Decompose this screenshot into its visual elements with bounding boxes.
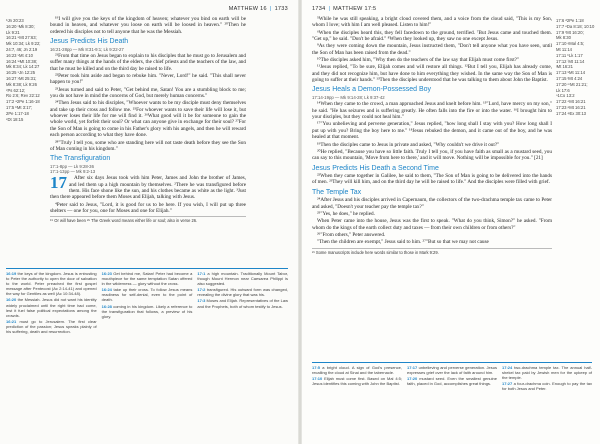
verse-paragraph: ¹⁹I will give you the keys of the kingdom of heaven; whatever you bind on earth will be bound in heaven, and whatever you loose on earth will be loosed in heaven." ²⁰Then he ordered his disciples not to tell anyone that he was the Messiah.: [50, 16, 246, 35]
parallel-passages: 16:21-28pp — Mk 8:31-9:1; Lk 9:22-27: [50, 46, 124, 52]
cross-reference-entry: 24:7, 46; Jn 2:19: [6, 46, 38, 52]
cross-reference-entry: 17:6 ᵈ2Pe 1:18: [556, 18, 584, 23]
note-text: two-drachma temple tax. The annual half-shekel tax paid by Jewish men for the upkeep of the temple.: [502, 365, 592, 381]
notes-column: [102, 271, 193, 335]
cross-reference-entry: 17:12 ⁱMt 11:14: [556, 58, 585, 64]
note-text: the keys of the kingdom. Jesus is entrusting to Peter the authority to open the door of salvation to the world. Peter preached the first gospel message after Pentecost (Ac 2:14-41) and opened the way for Gentiles as well (Ac 10:34-48).: [6, 271, 97, 297]
verse-paragraph: ²¹From that time on Jesus began to explain to his disciples that he must go to Jerusalem and suffer many things at the hands of the elders, the chief priests and the teachers of the law, and that he must be killed and on the third day be raised to life.: [50, 53, 246, 72]
cross-reference-entry: Lk 9:21: [6, 29, 20, 35]
cross-reference-entry: 16:25 ˣJn 12:25: [6, 70, 36, 76]
study-notes: [312, 362, 592, 439]
footnote: ¹⁹ Or will have been ²⁵ The Greek word means either life or soul; also in verse 26.: [50, 216, 246, 223]
cross-references: [556, 18, 596, 117]
cross-reference-entry: ᶻPs 62:12;: [6, 87, 26, 93]
cross-reference-entry: 17:23 ᵖMt 16:21: [556, 104, 586, 110]
cross-reference-entry: 16:20 ᵗMk 8:30;: [6, 23, 35, 29]
note-text: must go to Jerusalem. The first clear prediction of the passion; Jesus speaks plainly of his suffering, death and resurrection.: [6, 318, 97, 335]
paragraph-group: [312, 16, 552, 83]
section-heading: The Temple Tax: [312, 188, 362, 196]
cross-reference-entry: 17:24 ᵠEx 30:13: [556, 110, 587, 116]
verse-paragraph: ¹¹Jesus replied, "To be sure, Elijah comes and will restore all things. ¹²But I tell you, Elijah has already come, and they did not recognize him, but have done to him everything they wished. In the same way the Son of Man is going to suffer at their hands." ¹³Then the disciples understood that he was talking to them about John the Baptist.: [312, 64, 552, 84]
paragraph-group: [312, 173, 552, 186]
note-text: a high mountain. Traditionally Mount Tabor, though Mount Hermon near Caesarea Philippi is also suggested.: [197, 271, 289, 287]
verse-paragraph: ²⁵"Yes, he does," he replied.: [317, 210, 375, 217]
cross-reference-entry: 16:21 ᵘMt 27:63;: [6, 35, 37, 41]
study-note: [6, 297, 97, 317]
paragraph-group: [50, 16, 246, 35]
header-page-number: 1734: [312, 6, 326, 12]
scripture-text: [50, 16, 246, 223]
notes-column: [407, 365, 497, 392]
note-text: coming in his kingdom. Likely a reference to the transfiguration that follows, a preview of his glory.: [101, 303, 193, 319]
verse-paragraph: ²⁰He replied, "Because you have so little faith. Truly I tell you, if you have faith as small as a mustard seed, you can say to this mountain, 'Move from here to there,' and it will move. Nothing will be impossible for you." [21]: [312, 148, 552, 162]
verse-paragraph: ²²Peter took him aside and began to rebuke him. "Never, Lord!" he said. "This shall never happen to you!": [50, 73, 246, 86]
verse-paragraph: After six days Jesus took with him Peter, James and John the brother of James, and led them up a high mountain by themselves. ²There he was transfigured before them. His face shone like the sun, and his clothes became as white as the light. ³Just then there appeared before them Moses and Elijah, talking with Jesus.: [50, 175, 246, 201]
study-note: [102, 271, 193, 286]
note-text: mustard seed. Even the smallest genuine faith, placed in God, accomplishes great things.: [407, 376, 497, 387]
note-reference: 16:23: [101, 271, 112, 276]
section-heading: Jesus Predicts His Death: [50, 38, 129, 46]
note-reference: 17:2: [197, 287, 206, 293]
cross-reference-entry: ⁿ1Co 13:2: [556, 93, 575, 99]
study-note: [6, 319, 97, 334]
cross-reference-entry: 17:13 ᵏMt 11:14: [556, 70, 586, 76]
note-text: Get behind me, Satan! Peter had become a mouthpiece for the same temptation Satan offered in the wilderness — glory without the cross.: [101, 271, 193, 287]
verse-paragraph: ²³Jesus turned and said to Peter, "Get behind me, Satan! You are a stumbling block to me; you do not have in mind the concerns of God, but merely human concerns.": [50, 86, 246, 100]
paragraph-group: [312, 101, 552, 161]
cross-reference-entry: Lk 17:6: [556, 87, 570, 93]
verse-paragraph: When Peter came into the house, Jesus was the first to speak. "What do you think, Simon?" he asked. "From whom do the kings of the earth collect duty and taxes — from their own children or from others?": [312, 218, 552, 231]
footnote: ²¹ Some manuscripts include here words similar to those in Mark 9:29.: [312, 248, 552, 255]
note-reference: 17:10: [312, 376, 323, 382]
binding-gutter: [298, 0, 302, 444]
verse-paragraph: ¹⁰The disciples asked him, "Why then do the teachers of the law say that Elijah must come first?": [317, 57, 520, 64]
section-heading: The Transfiguration: [50, 155, 111, 163]
cross-reference-entry: 2Pe 1:17-18: [6, 110, 29, 116]
paragraph-group: [50, 53, 246, 152]
header-book: MATTHEW 17:5: [333, 6, 377, 12]
notes-column: [6, 271, 97, 335]
note-reference: 16:28: [101, 303, 112, 309]
verse-paragraph: ¹⁴When they came to the crowd, a man approached Jesus and knelt before him. ¹⁵"Lord, have mercy on my son," he said. "He has seizures and is suffering greatly. He often falls into the fire or into the water. ¹⁶I brought him to your disciples, but they could not heal him.": [312, 101, 552, 121]
cross-reference-entry: Mk 8:38; Lk 9:26: [6, 81, 37, 87]
scripture-text: [312, 16, 552, 255]
cross-reference-entry: 17:2 ᵃ2Pe 1:16-18: [6, 99, 40, 105]
notes-column: [197, 271, 288, 335]
verse-paragraph: ¹⁹Then the disciples came to Jesus in private and asked, "Why couldn't we drive it out?": [317, 141, 500, 148]
verse-paragraph: "Then the children are exempt," Jesus said to him. ²⁷"But so that we may not cause: [317, 239, 489, 246]
note-text: transfigured. His outward form was changed, revealing the divine glory that was his.: [197, 287, 289, 298]
note-reference: 16:20: [6, 297, 17, 303]
cross-reference-entry: 17:11 ʰLk 1:17: [556, 52, 583, 58]
study-note: [407, 376, 497, 386]
notes-column: [312, 365, 402, 392]
section-heading: Jesus Heals a Demon-Possessed Boy: [312, 86, 432, 94]
study-note: [407, 365, 497, 375]
study-note: [6, 271, 97, 296]
cross-references: [6, 18, 46, 122]
notes-divider: [6, 268, 288, 269]
cross-reference-entry: 17:20 ᵐMt 21:21;: [556, 81, 588, 87]
left-page-header: MATTHEW 16 | 1733: [228, 6, 288, 12]
cross-reference-entry: 16:27 ʸMt 25:31;: [6, 75, 37, 81]
cross-reference-entry: 17:5 ᵇMt 3:17;: [6, 104, 33, 110]
verse-paragraph: ²⁶"From others," Peter answered.: [317, 231, 386, 238]
note-text: the Messiah. Jesus did not want his identity widely proclaimed until the right time had come, lest it fuel false political expectations among the crowds.: [6, 297, 97, 318]
note-reference: 16:24: [101, 287, 112, 293]
note-text: Elijah must come first. Based on Mal 4:5; Jesus identifies this coming with John the Baptist.: [312, 376, 402, 387]
cross-reference-entry: 17:22 ᵒMt 16:21: [556, 99, 586, 105]
cross-reference-entry: ᵇJn 20:23: [6, 18, 24, 23]
notes-divider: [312, 362, 592, 363]
note-text: a bright cloud. A sign of God's presence, recalling the cloud at Sinai and the tabernacle.: [312, 365, 402, 376]
verse-paragraph: ²⁴Then Jesus said to his disciples, "Whoever wants to be my disciple must deny themselves and take up their cross and follow me. ²⁵For whoever wants to save their life will lose it, but whoever loses their life for me will find it. ²⁶What good will it be for someone to gain the whole world, yet forfeit their soul? Or what can anyone give in exchange for their soul? ²⁷For the Son of Man is going to come in his Father's glory with his angels, and then he will reward each person according to what they have done.: [50, 100, 246, 139]
cross-reference-entry: Mk 8:34; Lk 14:27: [6, 64, 40, 70]
note-reference: 17:1: [197, 271, 206, 276]
cross-reference-entry: 17:7 ᵉDa 8:18; 10:10: [556, 23, 595, 29]
study-note: [312, 376, 402, 386]
cross-reference-entry: Ro 2:6; Rev 22:12: [6, 93, 40, 99]
header-book: MATTHEW 16: [228, 6, 267, 12]
cross-reference-entry: 17:10 ᵍMal 4:5;: [556, 41, 585, 47]
study-note: [102, 304, 193, 319]
parallel-passages: 17:1-8pp — Lk 9:28-36 17:1-13pp — Mk 9:2-13: [50, 163, 96, 174]
verse-paragraph: ⁶When the disciples heard this, they fell facedown to the ground, terrified. ⁷But Jesus came and touched them. "Get up," he said. "Don't be afraid." ⁸When they looked up, they saw no one except Jesus.: [312, 29, 552, 43]
parallel-passages: 17:14-19pp — Mk 9:14-28; Lk 9:37-42: [312, 94, 385, 100]
note-text: unbelieving and perverse generation. Jesus expresses grief over the lack of faith around him.: [407, 365, 497, 376]
study-note: [197, 287, 288, 297]
chapter-number: 17: [50, 173, 67, 193]
note-reference: 17:17: [407, 365, 418, 370]
verse-paragraph: ²⁴After Jesus and his disciples arrived in Capernaum, the collectors of the two-drachma temple tax came to Peter and asked, "Doesn't your teacher pay the temple tax?": [312, 197, 552, 210]
cross-reference-entry: ʲMt 16:21: [556, 64, 573, 70]
verse-paragraph: ²²When they came together in Galilee, he said to them, "The Son of Man is going to be delivered into the hands of men. ²³They will kill him, and on the third day he will be raised to life." And the disciples were filled with grief.: [312, 173, 552, 186]
verse-paragraph: ²⁸"Truly I tell you, some who are standing here will not taste death before they see the Son of Man coming in his kingdom.": [50, 139, 246, 152]
cross-reference-entry: Mk 8:30: [556, 35, 571, 41]
cross-reference-entry: ᶜDt 18:15: [6, 116, 24, 122]
study-note: [197, 271, 288, 286]
cross-reference-entry: 16:24 ʷMt 10:38;: [6, 58, 38, 64]
verse-paragraph: ⁹As they were coming down the mountain, Jesus instructed them, "Don't tell anyone what you have seen, until the Son of Man has been raised from the dead.": [312, 43, 552, 56]
verse-paragraph: ¹⁷"You unbelieving and perverse generation," Jesus replied, "how long shall I stay with you? How long shall I put up with you? Bring the boy here to me." ¹⁸Jesus rebuked the demon, and it came out of the boy, and he was healed at that moment.: [312, 121, 552, 141]
study-note: [502, 365, 592, 380]
study-notes: [6, 268, 288, 439]
cross-reference-entry: Mt 11:14: [556, 46, 572, 52]
cross-reference-entry: 16:23 ᵛMt 4:10: [6, 52, 33, 58]
note-reference: 17:20: [407, 376, 418, 382]
cross-reference-entry: Mk 10:34; Lk 9:22;: [6, 41, 41, 47]
note-text: take up their cross. To follow Jesus means readiness for self-denial, even to the point of death.: [101, 287, 193, 303]
cross-reference-entry: 17:9 ᶠMt 16:20;: [556, 29, 584, 35]
cross-reference-entry: 17:15 ˡMt 4:24: [556, 75, 583, 81]
note-reference: 17:27: [502, 381, 513, 387]
note-reference: 17:24: [502, 365, 513, 370]
study-note: [197, 298, 288, 308]
note-text: Moses and Elijah. Representatives of the Law and the Prophets, both of whom testify to Jesus.: [197, 298, 289, 309]
note-reference: 17:5: [312, 365, 321, 370]
verse-paragraph: ⁵While he was still speaking, a bright cloud covered them, and a voice from the cloud said, "This is my Son, whom I love; with him I am well pleased. Listen to him!": [312, 16, 552, 29]
verse-paragraph: ⁴Peter said to Jesus, "Lord, it is good for us to be here. If you wish, I will put up three shelters — one for you, one for Moses and one for Elijah.": [50, 201, 246, 214]
study-note: [312, 365, 402, 375]
note-text: a four-drachma coin. Enough to pay the tax for both Jesus and Peter.: [502, 381, 592, 392]
note-reference: 17:3: [197, 298, 206, 304]
header-page-number: 1733: [274, 6, 288, 12]
study-note: [502, 381, 592, 391]
right-page: [300, 0, 600, 444]
notes-column: [502, 365, 592, 392]
note-reference: 16:21: [6, 318, 17, 324]
paragraph-group: [50, 175, 246, 214]
section-heading: Jesus Predicts His Death a Second Time: [312, 164, 439, 172]
right-page-header: 1734 | MATTHEW 17:5: [312, 6, 377, 12]
paragraph-group: [312, 197, 552, 245]
note-reference: 16:19: [6, 271, 17, 276]
study-note: [102, 287, 193, 302]
